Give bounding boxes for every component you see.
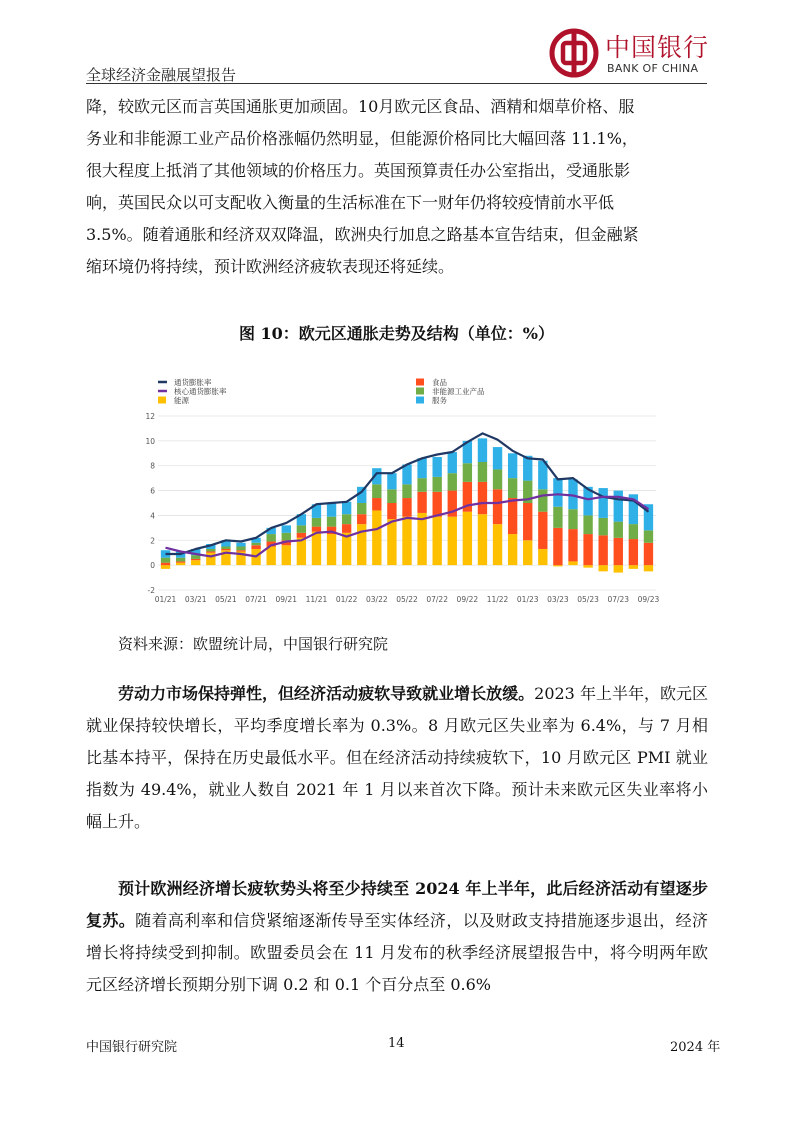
- bar-segment: [448, 452, 457, 473]
- x-tick-label: 03/23: [547, 595, 569, 604]
- paragraph-labor-market: [86, 678, 708, 838]
- paragraph-line: 降，较欧元区而言英国通胀更加顽固。10月欧元区食品、酒精和烟草价格、服: [86, 97, 635, 116]
- bar-segment: [448, 517, 457, 565]
- bar-segment: [553, 478, 562, 507]
- bar-segment: [478, 482, 487, 514]
- paragraph-inflation: [86, 91, 708, 283]
- bar-segment: [508, 498, 517, 534]
- y-tick-label: 4: [150, 511, 155, 521]
- paragraph-line: 缩环境仍将持续，预计欧洲经济疲软表现还将延续。: [86, 257, 455, 276]
- bar-segment: [327, 534, 336, 565]
- bar-segment: [221, 549, 230, 550]
- footer-institution: 中国银行研究院: [86, 1040, 178, 1055]
- paragraph-body: 随着高利率和信贷紧缩逐渐传导至实体经济，以及财政支持措施逐步退出，经济增长将持续受到抑制。欧盟委员会在 11 月发布的秋季经济展望报告中，将今明两年欧元区经济增长预期分别下调 0.2 和 0.1 个百分点至 0.6%: [86, 911, 708, 994]
- figure-title: 图 10：欧元区通胀走势及结构（单位：%）: [238, 324, 555, 343]
- bar-segment: [387, 473, 396, 489]
- bar-segment: [599, 488, 608, 518]
- bar-segment: [493, 469, 502, 489]
- bar-segment: [387, 519, 396, 565]
- paragraph-line: 务业和非能源工业产品价格涨幅仍然明显，但能源价格同比大幅回落 11.1%，: [86, 129, 638, 148]
- bar-segment: [206, 549, 215, 551]
- logo-english-name: BANK OF CHINA: [607, 62, 699, 75]
- y-tick-label: 0: [150, 561, 155, 571]
- bar-segment: [236, 547, 245, 551]
- bar-segment: [312, 527, 321, 532]
- y-tick-label: 12: [146, 412, 155, 421]
- bar-segment: [417, 458, 426, 478]
- bar-segment: [614, 522, 623, 538]
- bar-segment: [478, 462, 487, 482]
- x-tick-label: 03/21: [184, 595, 207, 604]
- bar-segment: [372, 510, 381, 565]
- bar-segment: [267, 547, 276, 566]
- bar-segment: [251, 545, 260, 549]
- paragraph-outlook: [86, 873, 708, 1001]
- bar-segment: [402, 484, 411, 498]
- bar-segment: [372, 498, 381, 510]
- bar-segment: [599, 518, 608, 535]
- bar-segment: [402, 517, 411, 565]
- bar-segment: [508, 478, 517, 498]
- bar-segment: [644, 565, 653, 571]
- bar-segment: [206, 551, 215, 552]
- bar-segment: [357, 503, 366, 514]
- footer-year: 2024 年: [670, 1040, 721, 1055]
- bar-segment: [448, 473, 457, 490]
- bar-segment: [433, 517, 442, 565]
- page-number: 14: [388, 1036, 405, 1051]
- bar-segment: [583, 515, 592, 534]
- bank-logo: [549, 26, 709, 82]
- bar-segment: [267, 534, 276, 541]
- bar-segment: [433, 477, 442, 492]
- legend-label: 核心通货膨胀率: [174, 387, 227, 396]
- bar-segment: [357, 514, 366, 524]
- bar-segment: [191, 559, 200, 560]
- bar-segment: [629, 565, 638, 569]
- logo-chinese-name: 中国银行: [605, 33, 710, 62]
- bar-segment: [463, 512, 472, 565]
- bar-segment: [538, 489, 547, 511]
- x-tick-label: 07/21: [245, 595, 267, 604]
- bar-segment: [553, 507, 562, 528]
- bar-segment: [568, 509, 577, 529]
- x-tick-label: 01/21: [154, 595, 177, 604]
- bar-segment: [221, 547, 230, 549]
- figure-source: 资料来源：欧盟统计局，中国银行研究院: [118, 635, 389, 653]
- legend-swatch: [416, 388, 424, 395]
- bar-segment: [282, 533, 291, 540]
- bar-segment: [599, 565, 608, 571]
- bar-segment: [583, 534, 592, 565]
- inflation-chart: [146, 370, 666, 610]
- paragraph-line: 很大程度上抵消了其他领域的价格压力。英国预算责任办公室指出，受通胀影: [86, 161, 631, 180]
- x-tick-label: 05/21: [215, 595, 237, 604]
- bar-segment: [614, 538, 623, 565]
- bar-segment: [387, 503, 396, 519]
- bar-segment: [191, 560, 200, 565]
- bar-segment: [327, 517, 336, 527]
- legend-label: 食品: [432, 378, 447, 387]
- bar-segment: [417, 478, 426, 492]
- bar-segment: [644, 543, 653, 565]
- bar-segment: [417, 513, 426, 565]
- y-tick-label: 2: [150, 536, 155, 546]
- x-tick-label: 11/21: [305, 595, 328, 604]
- bar-segment: [629, 539, 638, 565]
- bar-segment: [236, 543, 245, 547]
- bar-segment: [312, 518, 321, 527]
- bar-segment: [312, 532, 321, 566]
- paragraph-lead: 劳动力市场保持弹性，但经济活动疲软导致就业增长放缓。: [118, 684, 535, 703]
- x-tick-label: 05/23: [577, 595, 599, 604]
- bar-segment: [568, 529, 577, 561]
- bar-segment: [282, 545, 291, 565]
- y-tick-label: 6: [150, 486, 155, 496]
- bar-segment: [478, 438, 487, 462]
- bar-segment: [523, 540, 532, 565]
- x-tick-label: 07/22: [426, 595, 448, 604]
- x-tick-label: 03/22: [366, 595, 388, 604]
- x-tick-label: 11/22: [486, 595, 509, 604]
- bar-segment: [387, 489, 396, 503]
- bar-segment: [176, 561, 185, 562]
- legend-label: 非能源工业产品: [432, 387, 485, 396]
- bar-segment: [508, 453, 517, 478]
- bar-segment: [493, 524, 502, 565]
- bar-segment: [493, 447, 502, 469]
- bar-segment: [342, 514, 351, 524]
- legend-swatch: [158, 397, 166, 404]
- y-tick-label: 10: [146, 436, 155, 446]
- bar-segment: [176, 558, 185, 562]
- bar-segment: [251, 543, 260, 545]
- x-tick-label: 09/23: [637, 595, 660, 604]
- bar-segment: [614, 565, 623, 572]
- bar-segment: [236, 550, 245, 551]
- bar-segment: [538, 512, 547, 549]
- y-tick-label: 8: [150, 461, 155, 471]
- bar-segment: [297, 525, 306, 532]
- legend-swatch: [416, 379, 424, 386]
- bar-segment: [297, 538, 306, 565]
- bar-segment: [161, 565, 170, 569]
- bar-segment: [161, 558, 170, 563]
- inflation-chart-svg: [146, 370, 666, 610]
- x-tick-label: 09/21: [275, 595, 298, 604]
- bar-segment: [191, 555, 200, 559]
- bar-segment: [402, 498, 411, 517]
- bar-segment: [463, 463, 472, 482]
- x-tick-label: 09/22: [456, 595, 479, 604]
- bar-segment: [599, 535, 608, 565]
- x-tick-label: 01/22: [335, 595, 358, 604]
- bar-segment: [297, 533, 306, 538]
- legend-swatch: [416, 397, 424, 404]
- bar-segment: [372, 484, 381, 498]
- bar-segment: [478, 514, 487, 565]
- header-rule: [86, 83, 707, 84]
- legend-label: 通货膨胀率: [174, 378, 212, 387]
- bar-segment: [629, 524, 638, 539]
- bar-segment: [644, 530, 653, 542]
- bar-segment: [553, 565, 562, 566]
- legend-label: 能源: [174, 396, 189, 405]
- report-title: 全球经济金融展望报告: [86, 66, 237, 84]
- bar-segment: [493, 489, 502, 524]
- y-tick-label: -2: [147, 586, 155, 595]
- bar-segment: [553, 528, 562, 565]
- bar-segment: [433, 457, 442, 477]
- bar-segment: [523, 503, 532, 540]
- bar-segment: [176, 563, 185, 565]
- x-tick-label: 07/23: [607, 595, 630, 604]
- bar-segment: [583, 565, 592, 567]
- bar-segment: [327, 503, 336, 517]
- bar-segment: [342, 502, 351, 514]
- bar-segment: [282, 525, 291, 532]
- bar-segment: [161, 563, 170, 565]
- bar-segment: [568, 561, 577, 565]
- bar-segment: [342, 524, 351, 533]
- bar-segment: [417, 492, 426, 513]
- paragraph-lead: 预计欧洲经济增长疲软势头将至少持续至 2024 年上半年，此后经济活动有望逐步复苏。: [86, 879, 708, 930]
- bar-segment: [508, 534, 517, 565]
- x-tick-label: 05/22: [396, 595, 418, 604]
- bar-segment: [538, 549, 547, 565]
- paragraph-line: 响，英国民众以可支配收入衡量的生活标准在下一财年仍将较疫情前水平低: [86, 193, 615, 212]
- bank-of-china-logo-icon: [549, 28, 599, 78]
- paragraph-body: 2023 年上半年，欧元区就业保持较快增长，平均季度增长率为 0.3%。8 月欧元区失业率为 6.4%，与 7 月相比基本持平，保持在历史最低水平。但在经济活动持续疲软下，10 月欧元区 PMI 就业指数为 49.4%，就业人数自 2021 年 1 月以来首次下降。预计未来欧元区失业率将小幅上升。: [86, 684, 708, 831]
- x-tick-label: 01/23: [516, 595, 539, 604]
- bar-segment: [614, 491, 623, 522]
- paragraph-line: 3.5%。随着通胀和经济双双降温，欧洲央行加息之路基本宣告结束，但金融紧: [86, 225, 639, 244]
- bar-segment: [433, 492, 442, 517]
- legend-label: 服务: [432, 396, 447, 405]
